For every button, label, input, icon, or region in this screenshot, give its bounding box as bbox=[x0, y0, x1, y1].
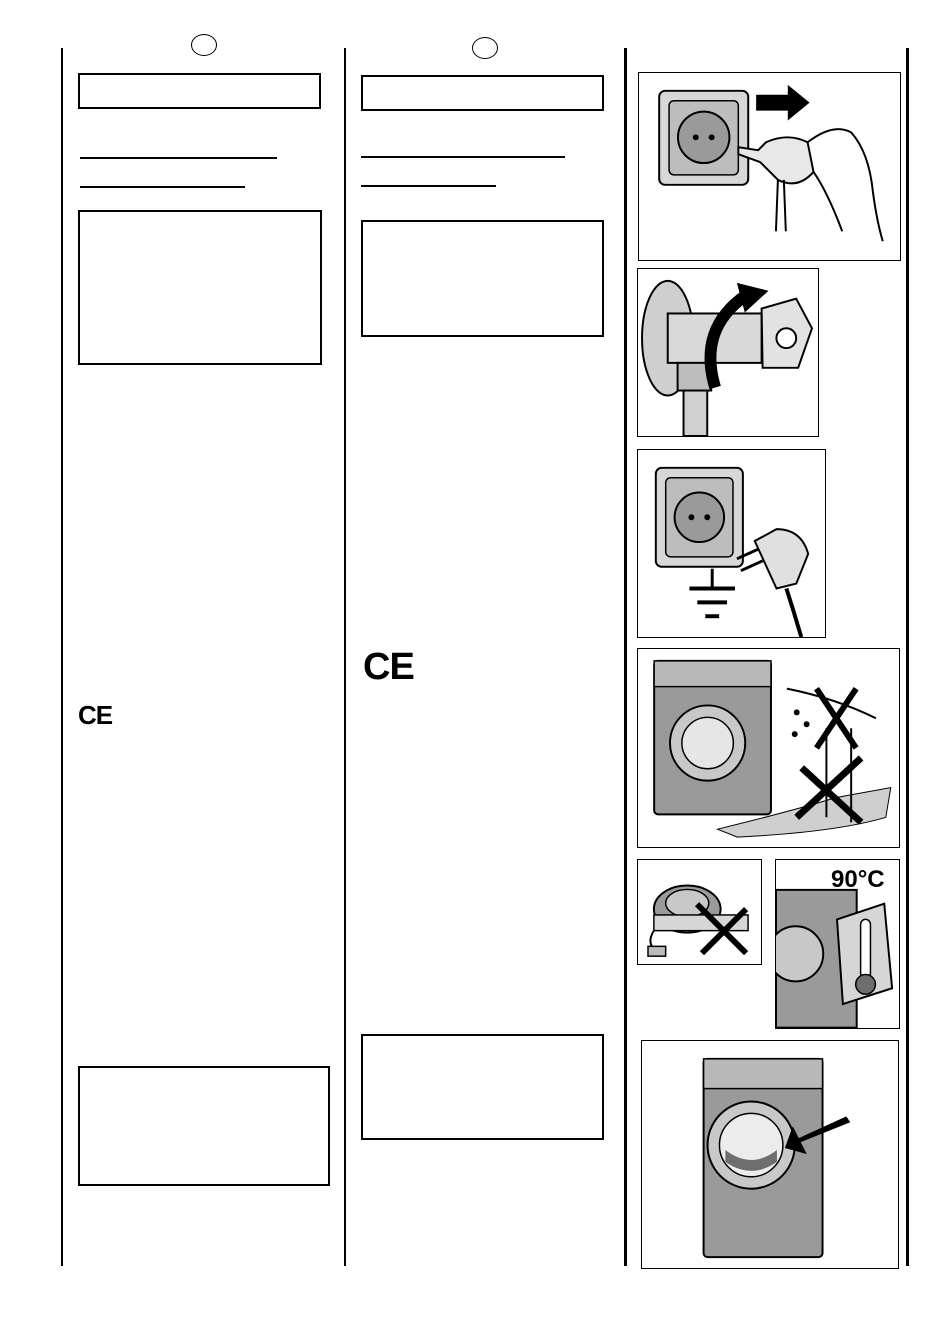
figure-adapter bbox=[637, 859, 762, 965]
heading-underline-left-2 bbox=[80, 186, 245, 188]
heading-underline-left-1 bbox=[80, 157, 277, 159]
heading-underline-middle-1 bbox=[361, 156, 565, 158]
column-divider-left bbox=[61, 48, 63, 1266]
figure-hot bbox=[775, 859, 900, 1029]
section-title-box-middle bbox=[361, 75, 604, 111]
column-divider-right bbox=[624, 48, 627, 1266]
figure-door bbox=[641, 1040, 899, 1269]
ce-mark-middle: CE bbox=[363, 646, 414, 688]
note-box-middle bbox=[361, 1034, 604, 1140]
figure-earth bbox=[637, 449, 826, 638]
warning-box-middle bbox=[361, 220, 604, 337]
language-circle-middle bbox=[472, 37, 498, 59]
temperature-label: 90°C bbox=[831, 866, 885, 893]
heading-underline-middle-2 bbox=[361, 185, 496, 187]
language-circle-left bbox=[191, 34, 217, 56]
column-divider-middle bbox=[344, 48, 346, 1266]
figure-unplug bbox=[638, 72, 901, 261]
ce-mark-left: CE bbox=[78, 700, 113, 730]
page-edge-right bbox=[906, 48, 909, 1266]
section-title-box-left bbox=[78, 73, 321, 109]
warning-box-left bbox=[78, 210, 322, 365]
figure-wet bbox=[637, 648, 900, 848]
note-box-left bbox=[78, 1066, 330, 1186]
figure-tap bbox=[637, 268, 819, 437]
